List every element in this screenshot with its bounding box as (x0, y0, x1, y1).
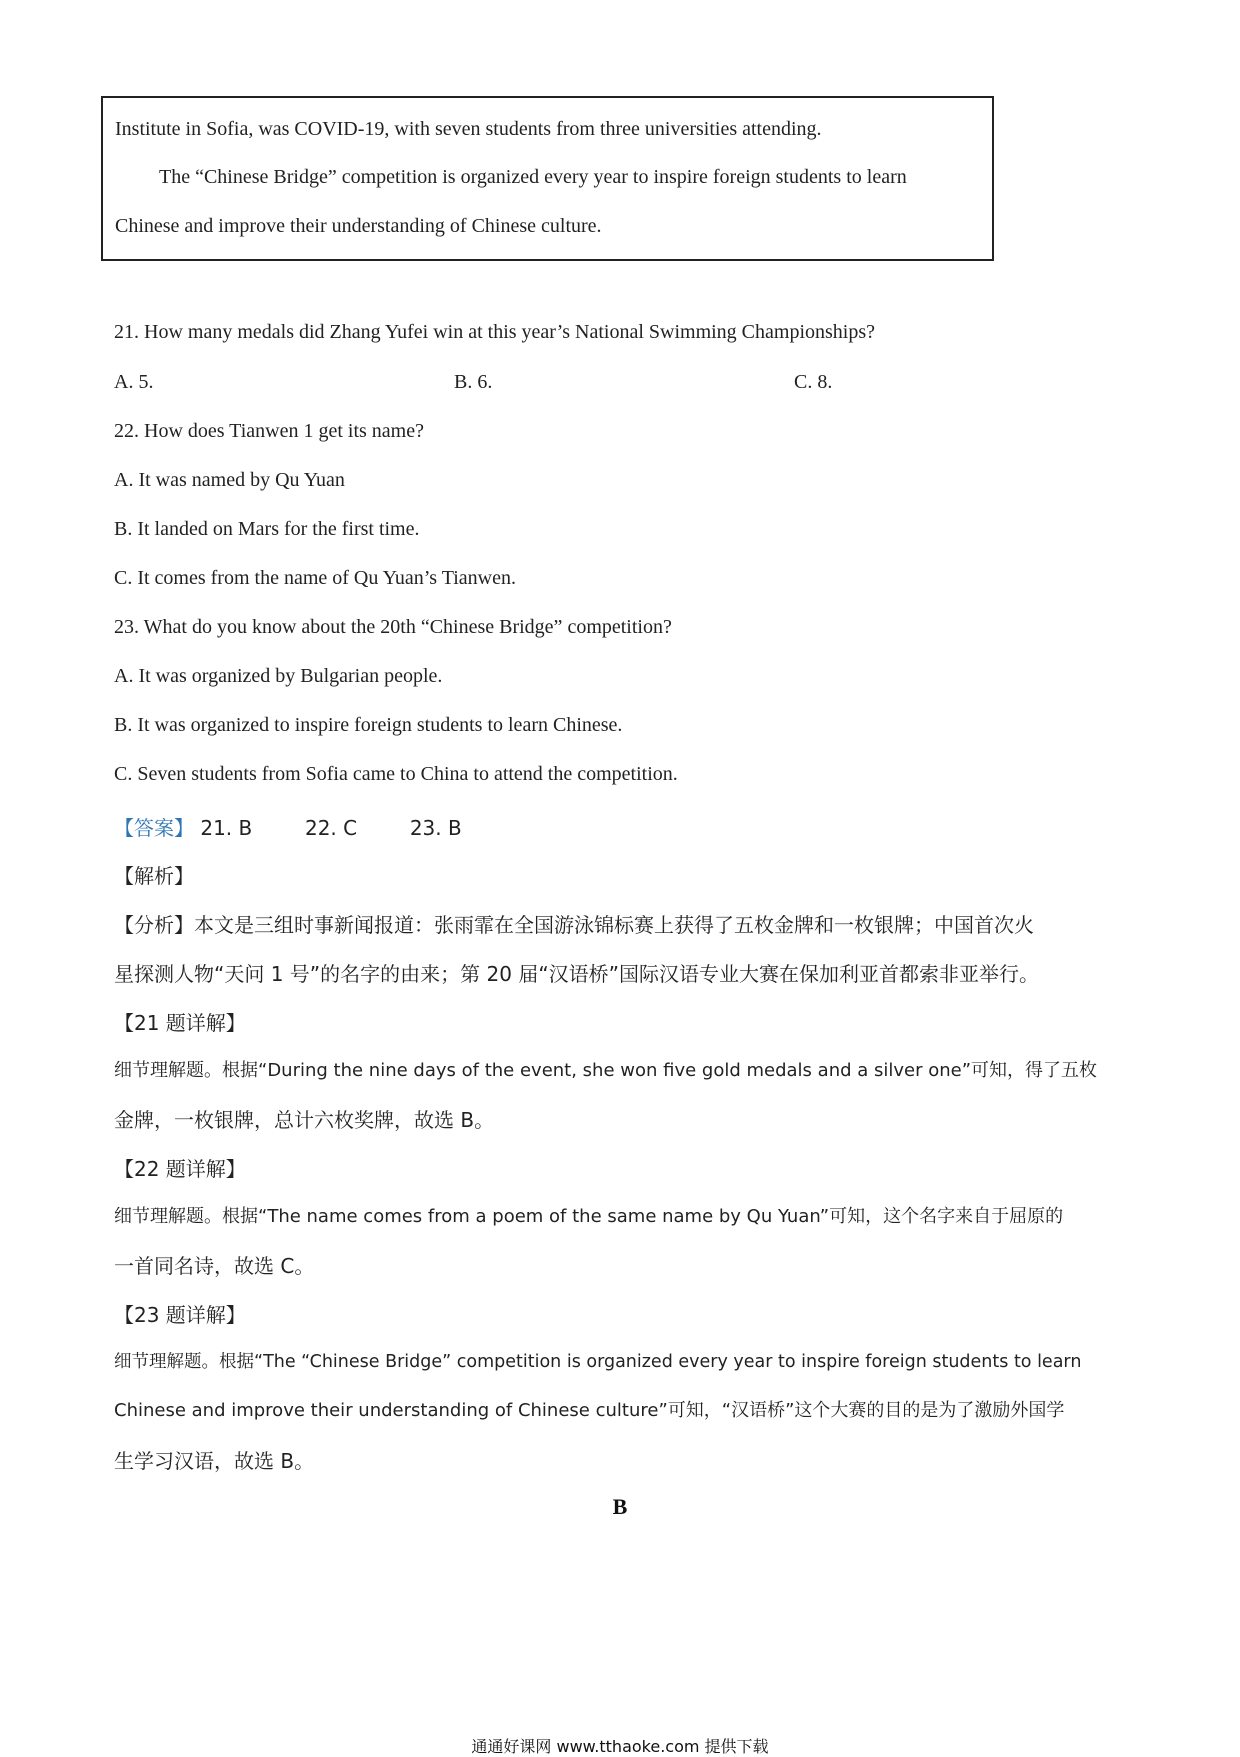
detail-23-title: 【23 题详解】 (114, 1303, 246, 1327)
option-c: C. It comes from the name of Qu Yuan’s Tianwen. (114, 567, 516, 589)
option-b: B. It was organized to inspire foreign students to learn Chinese. (114, 714, 623, 736)
analysis-overview: 【分析】本文是三组时事新闻报道：张雨霏在全国游泳锦标赛上获得了五枚金牌和一枚银牌；中国首次火 (114, 913, 1034, 937)
analysis-label: 【解析】 (114, 864, 194, 888)
detail-22-text: 细节理解题。根据“The name comes from a poem of the same name by Qu Yuan”可知，这个名字来自于屈原的 (114, 1206, 1064, 1227)
passage-line: Institute in Sofia, was COVID-19, with seven students from three universities attending. (115, 118, 822, 140)
question-23-stem: 23. What do you know about the 20th “Chinese Bridge” competition? (114, 616, 672, 638)
answer-label: 【答案】 (114, 816, 194, 840)
section-heading: B (612, 1494, 628, 1519)
option-b: B. 6. (454, 371, 493, 393)
passage-line: Chinese and improve their understanding of Chinese culture. (115, 215, 602, 237)
answer-value: 23. B (409, 816, 462, 840)
detail-21-title: 【21 题详解】 (114, 1011, 246, 1035)
detail-23-text: 生学习汉语，故选 B。 (114, 1449, 315, 1473)
answer-value: 21. B (200, 816, 253, 840)
detail-21-text: 细节理解题。根据“During the nine days of the event, she won five gold medals and a silver one”可知，得了五枚 (114, 1060, 1098, 1081)
passage-line: The “Chinese Bridge” competition is organized every year to inspire foreign students to learn (159, 166, 907, 188)
answer-value: 22. C (304, 816, 358, 840)
option-a: A. It was named by Qu Yuan (114, 469, 345, 491)
question-21-stem: 21. How many medals did Zhang Yufei win at this year’s National Swimming Championships? (114, 321, 876, 343)
detail-23-text: Chinese and improve their understanding of Chinese culture”可知，“汉语桥”这个大赛的目的是为了激励外国学 (114, 1400, 1065, 1421)
question-22-stem: 22. How does Tianwen 1 get its name? (114, 420, 424, 442)
passage-box (101, 96, 994, 261)
detail-22-title: 【22 题详解】 (114, 1157, 246, 1181)
option-a: A. It was organized by Bulgarian people. (114, 665, 443, 687)
detail-23-text: 细节理解题。根据“The “Chinese Bridge” competition is organized every year to inspire foreign students to learn (114, 1352, 1082, 1372)
detail-22-text: 一首同名诗，故选 C。 (114, 1254, 315, 1278)
page-footer: 通通好课网 www.tthaoke.com 提供下载 (471, 1737, 769, 1756)
option-a: A. 5. (114, 371, 154, 393)
detail-21-text: 金牌，一枚银牌，总计六枚奖牌，故选 B。 (114, 1108, 495, 1132)
analysis-overview: 星探测人物“天问 1 号”的名字的由来；第 20 届“汉语桥”国际汉语专业大赛在保加利亚首都索非亚举行。 (114, 962, 1040, 986)
answer-row (114, 812, 462, 841)
option-c: C. 8. (794, 371, 833, 393)
option-b: B. It landed on Mars for the first time. (114, 518, 420, 540)
option-c: C. Seven students from Sofia came to China to attend the competition. (114, 763, 678, 785)
